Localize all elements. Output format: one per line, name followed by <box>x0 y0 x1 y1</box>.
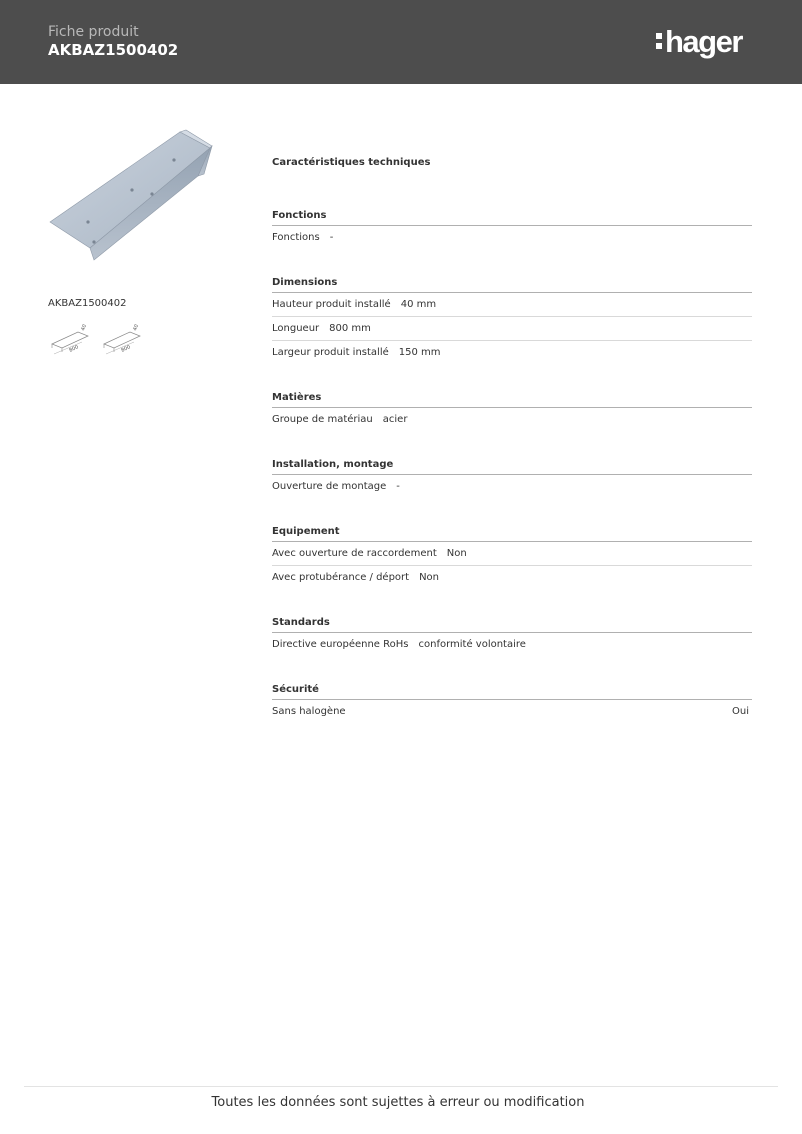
spec-value: 40 mm <box>400 299 437 310</box>
spec-label: Avec ouverture de raccordement <box>272 548 437 559</box>
spec-value: - <box>396 481 400 492</box>
height-label: 40 <box>132 323 141 332</box>
spec-value: Non <box>446 548 467 559</box>
page-header <box>0 0 802 84</box>
group-title: Sécurité <box>272 677 752 700</box>
spec-label: Fonctions <box>272 232 320 243</box>
spec-row <box>272 700 752 723</box>
spec-label: Directive européenne RoHs <box>272 639 409 650</box>
spec-row <box>272 475 752 498</box>
height-label: 40 <box>80 323 89 332</box>
spec-label: Avec protubérance / déport <box>272 572 410 583</box>
spec-value: 800 mm <box>329 323 371 334</box>
spec-label: Groupe de matériau <box>272 414 373 425</box>
spec-value: 150 mm <box>398 347 441 358</box>
spec-title: Caractéristiques techniques <box>272 157 431 168</box>
dimension-thumbnails <box>48 322 144 362</box>
footer-divider <box>24 1086 778 1087</box>
product-reference: AKBAZ1500402 <box>48 41 179 59</box>
product-image <box>44 126 216 264</box>
group-title: Equipement <box>272 519 752 542</box>
product-caption: AKBAZ1500402 <box>48 298 127 309</box>
spec-value: conformité volontaire <box>418 639 526 650</box>
spec-label: Longueur <box>272 323 320 334</box>
group-title: Matières <box>272 385 752 408</box>
spec-row <box>272 542 752 566</box>
group-matieres <box>272 385 752 431</box>
spec-row <box>272 566 752 589</box>
length-label: 800 <box>68 344 80 354</box>
spec-value: Non <box>419 572 440 583</box>
spec-row <box>272 293 752 317</box>
group-securite <box>272 677 752 723</box>
logo-text: hager <box>665 23 742 59</box>
spec-row <box>272 633 752 656</box>
hager-logo <box>656 22 742 60</box>
document-type: Fiche produit <box>48 24 139 40</box>
group-fonctions <box>272 203 752 249</box>
spec-value: acier <box>382 414 408 425</box>
group-installation <box>272 452 752 498</box>
group-title: Dimensions <box>272 270 752 293</box>
logo-dots-icon <box>656 31 662 51</box>
spec-row <box>272 341 752 364</box>
spec-value: Oui <box>732 706 749 717</box>
footer-disclaimer: Toutes les données sont sujettes à erreur ou modification <box>211 1095 585 1110</box>
spec-label: Ouverture de montage <box>272 481 387 492</box>
spec-label: Hauteur produit installé <box>272 299 391 310</box>
group-equipement <box>272 519 752 589</box>
spec-label: Sans halogène <box>272 706 346 717</box>
length-label: 800 <box>120 344 132 354</box>
spec-row <box>272 317 752 341</box>
group-title: Standards <box>272 610 752 633</box>
dimension-drawing-2 <box>100 322 144 362</box>
spec-label: Largeur produit installé <box>272 347 389 358</box>
dimension-drawing-1 <box>48 322 92 362</box>
technical-specifications <box>272 150 752 744</box>
spec-row <box>272 226 752 249</box>
group-dimensions <box>272 270 752 364</box>
spec-value: - <box>329 232 334 243</box>
group-title: Fonctions <box>272 203 752 226</box>
group-title: Installation, montage <box>272 452 752 475</box>
group-standards <box>272 610 752 656</box>
spec-row <box>272 408 752 431</box>
